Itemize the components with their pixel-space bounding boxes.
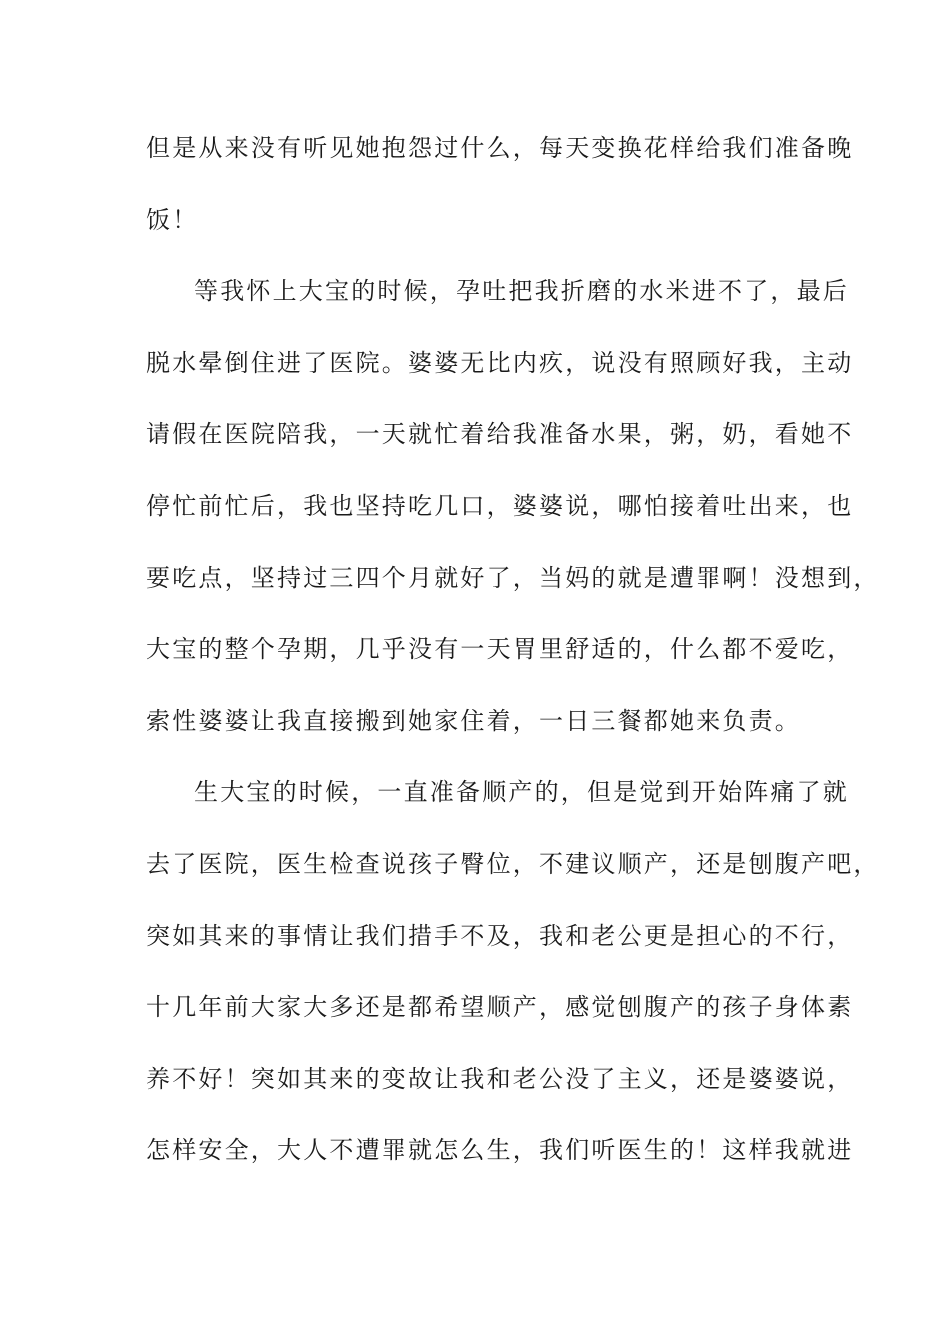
text-line: 去了医院，医生检查说孩子臀位，不建议顺产，还是刨腹产吧， bbox=[146, 849, 880, 878]
text-line: 大宝的整个孕期，几乎没有一天胃里舒适的，什么都不爱吃， bbox=[146, 635, 854, 664]
text-line: 要吃点，坚持过三四个月就好了，当妈的就是遭罪啊！没想到， bbox=[146, 563, 880, 592]
text-line: 十几年前大家大多还是都希望顺产，感觉刨腹产的孩子身体素 bbox=[146, 993, 854, 1022]
text-line: 等我怀上大宝的时候，孕吐把我折磨的水米进不了，最后 bbox=[194, 277, 849, 306]
text-line: 突如其来的事情让我们措手不及，我和老公更是担心的不行， bbox=[146, 921, 854, 950]
body-text bbox=[146, 120, 880, 1194]
text-line: 但是从来没有听见她抱怨过什么，每天变换花样给我们准备晚 bbox=[146, 134, 854, 162]
text-line: 请假在医院陪我，一天就忙着给我准备水果，粥，奶，看她不 bbox=[146, 420, 854, 449]
text-line: 停忙前忙后，我也坚持吃几口，婆婆说，哪怕接着吐出来，也 bbox=[146, 491, 854, 520]
text-line: 生大宝的时候，一直准备顺产的，但是觉到开始阵痛了就 bbox=[194, 778, 849, 807]
text-line: 怎样安全，大人不遭罪就怎么生，我们听医生的！这样我就进 bbox=[146, 1136, 854, 1165]
text-line: 索性婆婆让我直接搬到她家住着，一日三餐都她来负责。 bbox=[146, 706, 801, 735]
text-line: 饭！ bbox=[146, 205, 199, 234]
text-line: 脱水晕倒住进了医院。婆婆无比内疚，说没有照顾好我，主动 bbox=[146, 348, 854, 377]
text-line: 养不好！突如其来的变故让我和老公没了主义，还是婆婆说， bbox=[146, 1064, 854, 1093]
